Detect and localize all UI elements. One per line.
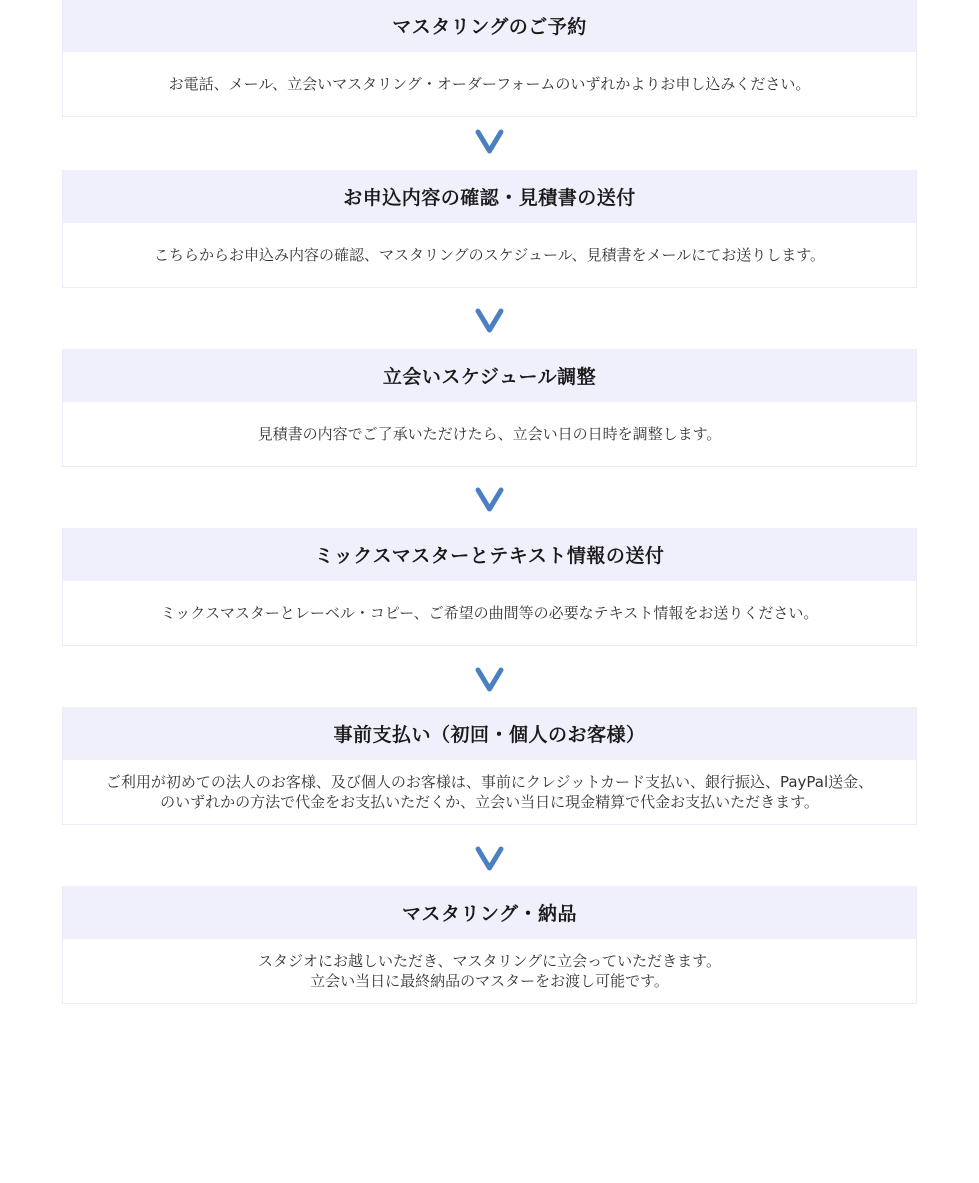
step-description	[63, 760, 916, 824]
step-description-line: こちらからお申込み内容の確認、マスタリングのスケジュール、見積書をメールにてお送りします。	[153, 246, 826, 264]
step-description-line: ミックスマスターとレーベル・コピー、ご希望の曲間等の必要なテキスト情報をお送りください。	[160, 604, 819, 622]
step-description-line: ご利用が初めての法人のお客様、及び個人のお客様は、事前にクレジットカード支払い、銀行振込、PayPal送金、	[105, 773, 874, 791]
step-description-line: 立会い当日に最終納品のマスターをお渡し可能です。	[310, 972, 669, 990]
step-description	[63, 223, 916, 287]
step-confirmation-estimate	[62, 170, 917, 288]
chevron-down-icon	[474, 845, 505, 873]
step-title: 立会いスケジュール調整	[63, 349, 916, 402]
step-description	[63, 402, 916, 466]
step-title: お申込内容の確認・見積書の送付	[63, 170, 916, 223]
step-mastering-delivery	[62, 886, 917, 1004]
step-title: ミックスマスターとテキスト情報の送付	[63, 528, 916, 581]
step-description	[63, 52, 916, 116]
step-booking	[62, 0, 917, 117]
step-description-line: 見積書の内容でご了承いただけたら、立会い日の日時を調整します。	[257, 425, 722, 443]
step-title: マスタリング・納品	[63, 886, 916, 939]
step-description-line: お電話、メール、立会いマスタリング・オーダーフォームのいずれかよりお申し込みください。	[168, 75, 811, 93]
step-title: マスタリングのご予約	[63, 0, 916, 52]
chevron-down-icon	[474, 307, 505, 335]
step-mix-master-text-info	[62, 528, 917, 646]
step-advance-payment	[62, 707, 917, 825]
step-description-line: のいずれかの方法で代金をお支払いただくか、立会い当日に現金精算で代金お支払いただきます。	[160, 793, 819, 811]
step-schedule-adjustment	[62, 349, 917, 467]
step-description-line: スタジオにお越しいただき、マスタリングに立会っていただきます。	[258, 952, 721, 970]
chevron-down-icon	[474, 128, 505, 156]
step-title: 事前支払い（初回・個人のお客様）	[63, 707, 916, 760]
step-description	[63, 581, 916, 645]
chevron-down-icon	[474, 666, 505, 694]
chevron-down-icon	[474, 486, 505, 514]
step-description	[63, 939, 916, 1003]
